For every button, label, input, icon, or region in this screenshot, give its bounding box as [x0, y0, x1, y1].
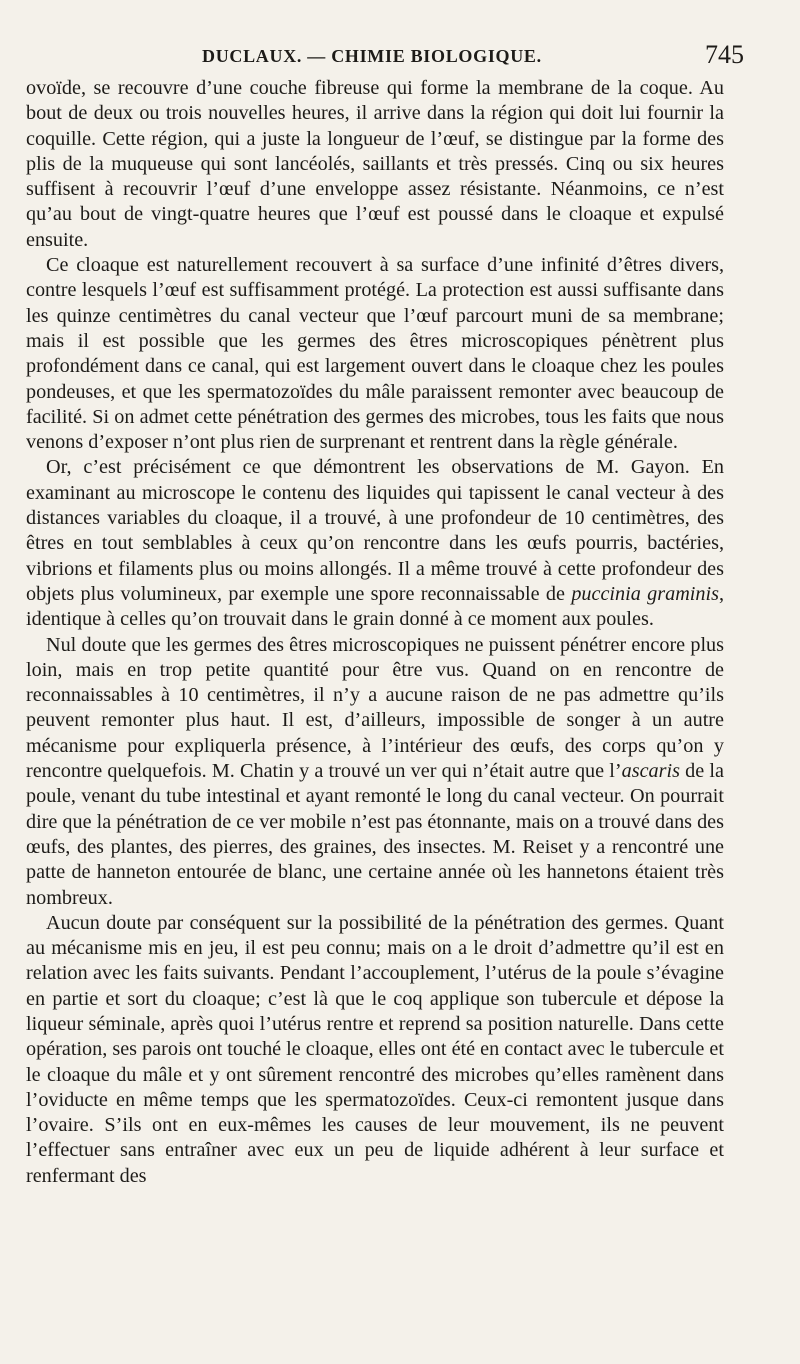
running-head: DUCLAUX. — CHIMIE BIOLOGIQUE.: [202, 46, 542, 66]
document-body: [26, 76, 724, 1269]
paragraph-4-italic-term: ascaris: [621, 760, 680, 783]
page-number: 745: [705, 40, 744, 69]
paragraph-4-text-part-2: de la poule, venant du tube intestinal et ayant remonté le long du canal vecteur. On pourrait dire que la pénétration de ce ver mobile n’est pas étonnante, mais on a trouvé dans des œufs, des plantes, des pierres, des graines, des insectes. M. Reiset y a rencontré une patte de hanneton entourée de blanc, une certaine année où les hannetons étaient très nombreux.: [26, 760, 724, 909]
paragraph-1: ovoïde, se recouvre d’une couche fibreuse qui forme la membrane de la coque. Au bout de deux ou trois nouvelles heures, il arrive dans la région qui doit lui fournir la coquille. Cette région, qui a juste la longueur de l’œuf, se distingue par la forme des plis de la muqueuse qui sont lancéolés, saillants et très pressés. Cinq ou six heures suffisent à recouvrir l’œuf d’une enveloppe assez résistante. Néanmoins, ce n’est qu’au bout de vingt-quatre heures que l’œuf est poussé dans le cloaque et expulsé ensuite.: [26, 77, 724, 251]
page-header: [26, 38, 744, 70]
paragraph-4: [26, 633, 724, 911]
paragraph-3: [26, 455, 724, 632]
paragraph-3-text-part-2: , identique à celles qu’on trouvait dans le grain donné à ce moment aux poules.: [26, 582, 724, 631]
paragraph-4-text-part-1: Nul doute que les germes des êtres microscopiques ne puissent pénétrer encore plus loin, mais en trop petite quantité pour être vus. Quand on en rencontre de reconnaissables à 10 centimètres, il n’y a aucune raison de ne pas admettre qu’ils peuvent remonter plus haut. Il est, d’ailleurs, impossible de songer à un autre mécanisme pour expliquerla présence, à l’intérieur des œufs, des corps qu’on y rencontre quelquefois. M. Chatin y a trouvé un ver qui n’était autre que l’: [26, 633, 724, 783]
paragraph-2: Ce cloaque est naturellement recouvert à sa surface d’une infinité d’êtres divers, contre lesquels l’œuf est suffisamment protégé. La protection est aussi suffisante dans les quinze centimètres du canal vecteur que l’œuf parcourt muni de sa membrane; mais il est possible que les germes des êtres microscopiques pénètrent plus profondément dans ce canal, qui est largement ouvert dans le cloaque chez les poules pondeuses, et que les spermatozoïdes du mâle paraissent remonter avec beaucoup de facilité. Si on admet cette pénétration des germes des microbes, tous les faits que nous venons d’exposer n’ont plus rien de surprenant et rentrent dans la règle générale.: [26, 254, 724, 454]
paragraph-3-text-part-1: Or, c’est précisément ce que démontrent les observations de M. Gayon. En examinant au microscope le contenu des liquides qui tapissent le canal vecteur à des distances variables du cloaque, il a trouvé, à une profondeur de 10 centimètres, des êtres en tout semblables à ceux qu’on rencontre dans les œufs pourris, bactéries, vibrions et filaments plus ou moins allongés. Il a même trouvé à cette profondeur des objets plus volumineux, par exemple une spore reconnaissable de: [26, 456, 724, 605]
paragraph-3-italic-term: puccinia graminis: [571, 582, 719, 605]
page-bottom-space: [26, 1189, 724, 1269]
paragraph-5: Aucun doute par conséquent sur la possibilité de la pénétration des germes. Quant au mécanisme mis en jeu, il est peu connu; mais on a le droit d’admettre qu’il est en relation avec les faits suivants. Pendant l’accouplement, l’utérus de la poule s’évagine en partie et sort du cloaque; c’est là que le coq applique son tubercule et dépose la liqueur séminale, après quoi l’utérus rentre et reprend sa position naturelle. Dans cette opération, ses parois ont touché le cloaque, elles ont été en contact avec le tubercule et le cloaque du mâle et y ont sûrement rencontré des microbes qu’elles ramènent dans l’oviducte en même temps que les spermatozoïdes. Ceux-ci remontent jusque dans l’ovaire. S’ils ont en eux-mêmes les causes de leur mouvement, ils ne peuvent l’effectuer sans entraîner avec eux un peu de liquide adhérent à leur surface et renfermant des: [26, 911, 724, 1187]
